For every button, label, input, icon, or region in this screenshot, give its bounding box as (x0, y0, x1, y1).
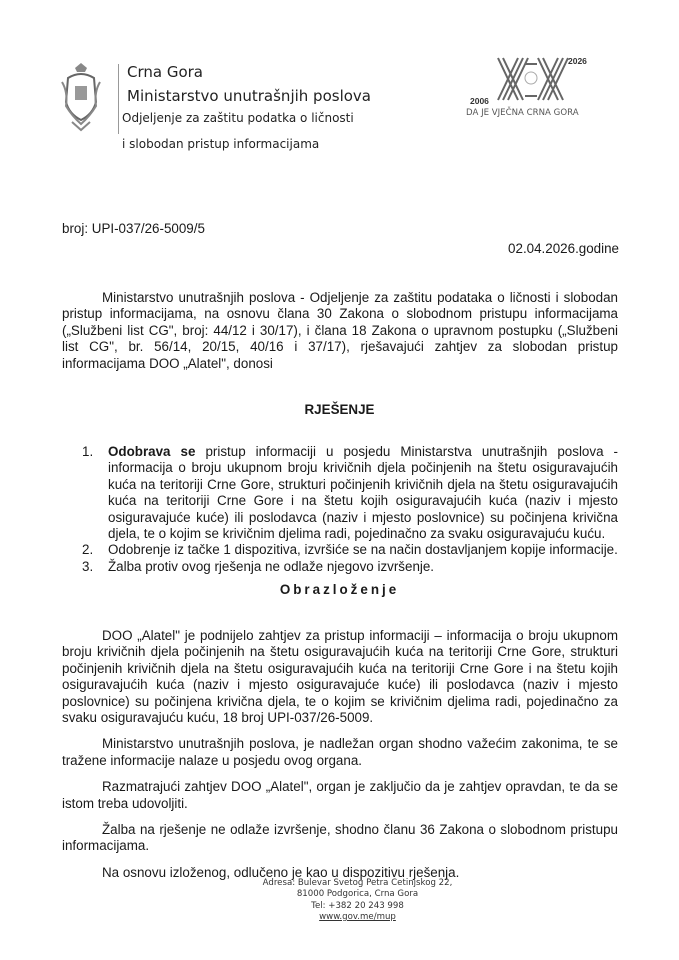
jubilee-year-start: 2006 (470, 96, 489, 106)
decision-item (82, 444, 618, 542)
header-ministry: Ministarstvo unutrašnjih poslova (127, 87, 371, 105)
decision-item-bold: Odobrava se (108, 444, 196, 459)
header-department-line2: i slobodan pristup informacijama (122, 137, 320, 151)
decision-item-text: Odobrenje iz tačke 1 dispozitiva, izvršiće se na način dostavljanjem kopije informacije. (108, 542, 618, 558)
intro-paragraph: Ministarstvo unutrašnjih poslova - Odjeljenje za zaštitu podataka o ličnosti i slobodan pristup informacijama, na osnovu člana 30 Zakona o slobodnom pristupu informacijama („Službeni list CG", broj: 44/12 i 30/17), i člana 18 Zakona o upravnom postupku („Službeni list CG", br. 56/14, 20/15, 40/16 i 37/17), rješavajući zahtjev za slobodan pristup informacijama DOO „Alatel", donosi (62, 290, 618, 371)
decision-item-number: 3. (82, 558, 94, 574)
footer (0, 878, 679, 923)
decision-item (82, 559, 618, 575)
reasoning-section (62, 628, 618, 881)
document-number: broj: UPI-037/26-5009/5 (62, 221, 205, 236)
header-divider (118, 64, 119, 134)
decision-list (82, 444, 618, 575)
footer-address-line1: Adresa: Bulevar Svetog Petra Cetinjskog 22, (262, 878, 453, 888)
document-date: 02.04.2026.godine (508, 241, 619, 256)
jubilee-year-end: 2026 (568, 56, 587, 66)
decision-item-text: pristup informaciji u posjedu Ministarstva unutrašnjih poslova - informacija o broju ukupnom broju krivičnih djela počinjenih na štetu osiguravajućih kuća na teritoriji Crne Gore, strukturi počinjenih krivičnih djela na štetu osiguravajućih kuća na teritoriji Crne Gore i na štetu kojih osiguravajućih kuća (naziv i mjesto osiguravajuće kuće) ili poslodavca (naziv i mjesto poslovnice) su počinjena krivična djela, te o kojim se krivičnim djelima radi, pojedinačno za svaku osiguravajuću kuću. (108, 444, 619, 542)
jubilee-logo (466, 56, 595, 118)
footer-website-link[interactable]: www.gov.me/mup (319, 911, 396, 922)
jubilee-motto: DA JE VJEČNA CRNA GORA (466, 108, 579, 118)
footer-phone: Tel: +382 20 243 998 (311, 900, 404, 911)
header-country: Crna Gora (127, 63, 204, 81)
reasoning-paragraph: Žalba na rješenje ne odlaže izvršenje, shodno članu 36 Zakona o slobodnom pristupu informacijama. (62, 822, 618, 854)
reasoning-paragraph: DOO „Alatel" je podnijelo zahtjev za pristup informaciji – informacija o broju ukupnom broju krivičnih djela počinjenih na štetu osiguravajućih kuća na teritoriji Crne Gore, strukturi počinjenih krivičnih djela na štetu osiguravajućih kuća na teritoriji Crne Gore i na štetu kojih osiguravajućih kuća (naziv i mjesto osiguravajuće kuće) ili poslodavca (naziv i mjesto poslovnice) su počinjena krivična djela, te o kojim se krivičnim djelima radi, pojedinačno za svaku osiguravajuću kuću, 18 broj UPI-037/26-5009. (62, 628, 618, 726)
reasoning-paragraph: Na osnovu izloženog, odlučeno je kao u dispozitivu rješenja. (102, 864, 460, 880)
reasoning-paragraph: Razmatrajući zahtjev DOO „Alatel", organ je zaključio da je zahtjev opravdan, te da se istom treba udovoljiti. (62, 779, 618, 811)
reasoning-paragraph: Ministarstvo unutrašnjih poslova, je nadležan organ shodno važećim zakonima, te se tražene informacije nalaze u posjedu ovog organa. (62, 736, 618, 768)
decision-item-text: Žalba protiv ovog rješenja ne odlaže njegovo izvršenje. (108, 558, 435, 574)
decision-item-number: 2. (82, 542, 94, 558)
decision-title: RJEŠENJE (304, 402, 375, 417)
coat-of-arms-logo (60, 62, 102, 132)
reasoning-title: Obrazloženje (279, 582, 400, 597)
header-department-line1: Odjeljenje za zaštitu podatka o ličnosti (122, 111, 354, 125)
decision-item (82, 542, 618, 558)
decision-item-number: 1. (82, 444, 94, 459)
footer-address-line2: 81000 Podgorica, Crna Gora (296, 889, 419, 900)
